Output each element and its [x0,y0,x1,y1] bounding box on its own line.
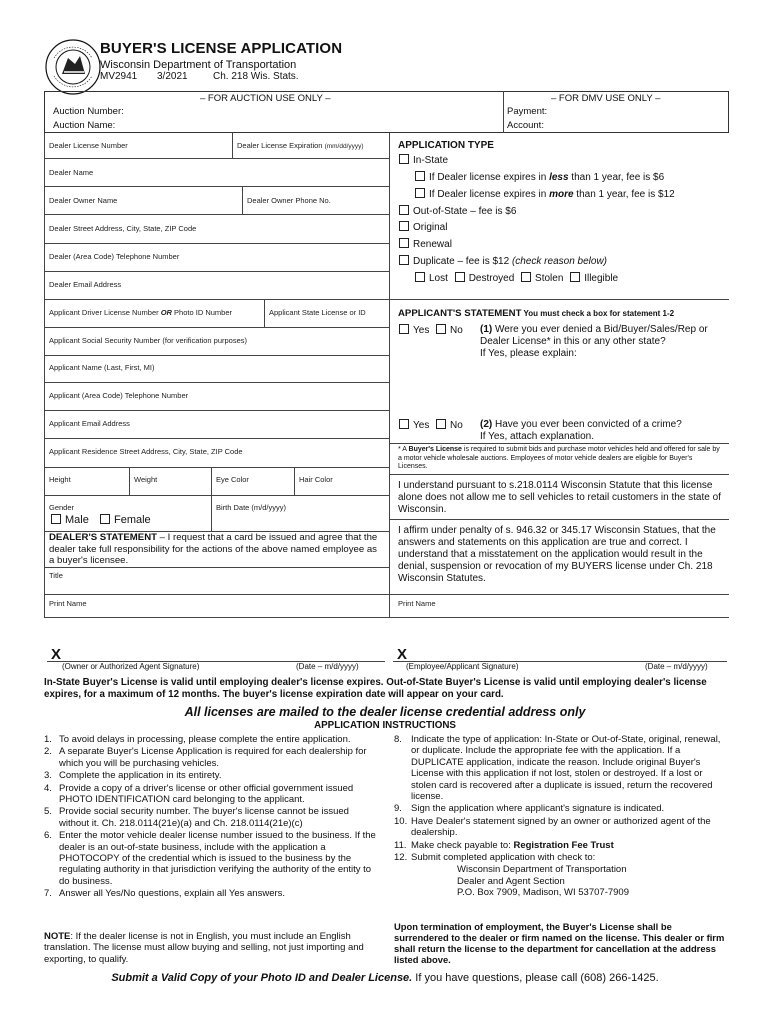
female-label: Female [114,514,151,526]
instruction-text: Answer all Yes/No questions, explain all Yes answers. [59,888,286,900]
grid-line [44,299,389,300]
department-name: Wisconsin Department of Transportation [100,59,297,71]
expires-less-checkbox[interactable] [415,171,425,181]
in-state-label: In-State [413,155,449,166]
applicant-statement-subtitle: You must check a box for statement 1-2 [521,309,675,318]
instruction-text: Provide a copy of a driver's license or other official government issued PHOTO IDENTIFICATION card belonging to the applicant. [59,782,354,806]
q1-yes-option[interactable] [399,324,429,337]
q1-no-checkbox[interactable] [436,324,446,334]
expires-more-em: more [549,189,574,200]
expires-more-post: than 1 year, fee is $12 [573,189,675,200]
account-label[interactable]: Account: [507,120,544,131]
grid-line [44,186,389,187]
q2-yes-label: Yes [413,420,430,431]
grid-line [44,355,389,356]
auction-use-heading: – FOR AUCTION USE ONLY – [200,93,331,104]
instructions-list-left [44,734,379,900]
form-number: MV2941 [100,71,138,82]
grid-line [44,214,389,215]
instruction-text: Make check payable to: [411,839,514,851]
expires-more-checkbox[interactable] [415,188,425,198]
center-divider [389,133,390,617]
question-2 [480,419,725,443]
illegible-option[interactable] [570,273,618,284]
grid-line [232,133,233,158]
footer-text: If you have questions, please call (608) 266-1425. [412,972,659,984]
instruction-text: Have Dealer's statement signed by an owner or authorized agent of the dealership. [411,815,711,839]
instruction-item [394,852,729,863]
dmv-use-heading: – FOR DMV USE ONLY – [551,93,661,104]
instruction-number: 10. [394,815,408,827]
mailing-address [394,864,729,898]
dealer-street-address-field[interactable]: Dealer Street Address, City, State, ZIP Code [49,224,197,233]
lost-label: Lost [429,273,448,284]
q1-yes-checkbox[interactable] [399,324,409,334]
instruction-item [44,830,379,887]
english-note [44,931,379,965]
applicant-dl-number-field[interactable] [49,308,232,317]
applicant-date-label: (Date – m/d/yyyy) [645,662,708,671]
understand-statement: I understand pursuant to s.218.0114 Wisconsin Statute that this license alone does not allow me to sell vehicles to retail customers in the state of Wisconsin. [398,480,721,515]
instruction-text: Indicate the type of application: In-State or Out-of-State, original, renewal, or duplicate. Include the appropriate fee with the application. If a DUPLICATE application, indicate the reason. Include original Buyer's License with this application if not lost, stolen or destroyed. If a lost or stolen card is recovered after a duplicate is issued, return the recovered license. [411,734,721,803]
instructions-left [44,734,379,901]
original-checkbox[interactable] [399,221,409,231]
address-line: P.O. Box 7909, Madison, WI 53707-7909 [457,887,629,899]
dealer-title-field[interactable]: Title [49,571,63,580]
note-label: NOTE [44,931,71,942]
form-revision: 3/2021 [157,71,188,82]
instructions-list-right [394,734,729,863]
dealer-signature-x: X [51,646,62,663]
seal-logo [44,38,102,96]
renewal-option[interactable] [399,238,452,251]
dealer-license-number-field[interactable]: Dealer License Number [49,141,128,150]
grid-line [44,467,389,468]
instruction-text: To avoid delays in processing, please complete the entire application. [59,734,351,745]
applicant-name-field[interactable]: Applicant Name (Last, First, MI) [49,363,155,372]
expires-less-option[interactable] [415,171,664,184]
q1-text: Were you ever denied a Bid/Buyer/Sales/Rep or Dealer License* in this or any other state? [480,324,708,347]
dealer-name-field[interactable]: Dealer Name [49,168,94,177]
termination-note: Upon termination of employment, the Buyer's License shall be surrendered to the dealer or firm named on the license. This dealer or firm shall return the license to the department for cancellation at the address listed above. [394,921,725,965]
q1-no-label: No [450,325,463,336]
grid-line [44,158,389,159]
expiration-hint: (mm/dd/yyyy) [324,143,364,150]
duplicate-checkbox[interactable] [399,255,409,265]
q1-follow: If Yes, please explain: [480,348,577,359]
office-use-divider [503,91,504,133]
grid-line [264,299,265,327]
grid-line [389,474,729,475]
q2-follow: If Yes, attach explanation. [480,431,594,442]
renewal-label: Renewal [413,239,452,250]
eye-color-field[interactable]: Eye Color [216,475,249,484]
grid-line [44,271,389,272]
grid-line [44,594,389,595]
address-line: Dealer and Agent Section [457,875,565,887]
instruction-number: 1. [44,734,52,745]
validity-note: In-State Buyer's License is valid until employing dealer's license expires. Out-of-State Buyer's License is valid until employing dealer's license expires, for a maximum of 12 months. The buyer's license expiration date will appear on your card. [44,677,707,700]
instruction-item [44,783,379,806]
destroyed-option[interactable] [455,273,515,284]
payee-name: Registration Fee Trust [513,839,614,851]
q1-no-option[interactable] [436,324,463,337]
instruction-item [394,816,729,839]
lost-option[interactable] [415,273,448,284]
instruction-item [44,734,379,745]
original-option[interactable] [399,221,447,234]
grid-line [44,243,389,244]
footnote-text: is required to submit bids and purchase motor vehicles held and offered for sale by a motor vehicle wholesale auctions. Employees of motor vehicle dealers are eligible for Buyer's Licenses. [398,446,720,471]
grid-line [44,617,729,618]
dealer-date-label: (Date – m/d/yyyy) [296,662,359,671]
q2-yes-checkbox[interactable] [399,419,409,429]
q1-number: (1) [480,324,493,335]
height-field[interactable]: Height [49,475,71,484]
form-title: BUYER'S LICENSE APPLICATION [100,40,343,57]
footnote-bold: Buyer's License [408,446,462,453]
applicant-signature-x: X [397,646,408,663]
q2-no-option[interactable] [436,419,463,432]
instruction-number: 3. [44,770,52,782]
grid-line [242,186,243,214]
instruction-number: 11. [394,839,407,851]
expiration-label: Dealer License Expiration [237,141,323,150]
applicant-residence-field[interactable]: Applicant Residence Street Address, City, State, ZIP Code [49,447,243,456]
instruction-number: 2. [44,746,52,758]
gender-male-option[interactable] [51,514,89,526]
instruction-number: 8. [394,734,402,745]
applicant-phone-field[interactable]: Applicant (Area Code) Telephone Number [49,391,189,400]
instructions-right [394,734,729,899]
gender-female-option[interactable] [100,514,151,526]
wisdot-seal-icon [44,38,102,96]
stolen-option[interactable] [521,273,563,284]
instruction-item [394,734,729,802]
instruction-text: Submit completed application with check to: [411,852,596,864]
instruction-text: Complete the application in its entirety. [59,770,222,782]
instruction-item [44,746,379,769]
grid-line [389,594,729,595]
in-state-checkbox[interactable] [399,154,409,164]
dealer-statement [49,532,379,567]
dealer-statement-heading: DEALER'S STATEMENT [49,532,157,543]
applicant-print-name-field[interactable]: Print Name [398,599,436,608]
male-checkbox[interactable] [51,514,61,524]
grid-line [129,467,130,495]
dl-or: OR [160,308,172,317]
gender-field: Gender [49,503,75,512]
q2-no-label: No [450,420,463,431]
footer-note [0,972,770,984]
grid-line [44,495,389,496]
instruction-item [44,770,379,781]
instruction-number: 6. [44,830,52,842]
application-type-heading: APPLICATION TYPE [398,140,494,151]
dealer-statement-text: – I request that a card be issued and agree that the dealer take full responsibility for the actions of the above named employee as a buyer's licensee. [49,532,378,566]
renewal-checkbox[interactable] [399,238,409,248]
stolen-label: Stolen [535,273,564,284]
grid-line [44,327,389,328]
expires-more-option[interactable] [415,188,675,201]
instruction-text: Provide social security number. The buyer's license cannot be issued without it. Ch. 218.0114(21e)(a) and Ch. 218.0114(21e)(c) [59,806,349,829]
dealer-print-name-field[interactable]: Print Name [49,599,87,608]
lost-checkbox[interactable] [415,272,425,282]
expires-less-pre: If Dealer license expires in [429,172,550,183]
footer-bold: Submit a Valid Copy of your Photo ID and Dealer License. [111,972,413,984]
statute-reference: Ch. 218 Wis. Stats. [213,71,299,82]
hair-color-field[interactable]: Hair Color [299,475,333,484]
left-grid-edge [44,133,45,617]
duplicate-reasons [415,272,618,285]
instruction-number: 4. [44,782,52,794]
instruction-text: Sign the application where applicant's signature is indicated. [411,803,665,815]
applicant-email-field[interactable]: Applicant Email Address [49,419,130,428]
applicant-statement-heading [398,308,674,319]
grid-line [44,567,389,568]
grid-line [294,467,295,495]
grid-line [211,467,212,531]
grid-line [389,443,729,444]
instructions-heading: APPLICATION INSTRUCTIONS [314,720,456,731]
grid-line [389,519,729,520]
instruction-item [394,840,729,851]
instruction-text: Enter the motor vehicle dealer license number issued to the business. If the dealer is an out-of-state business, include with the application a PHOTOCOPY of the credential which is issued to the business by the regulating authority in that jurisdiction verifying the authority of the entity to do business. [59,830,376,887]
illegible-checkbox[interactable] [570,272,580,282]
male-label: Male [65,514,89,526]
destroyed-label: Destroyed [468,273,515,284]
dealer-email-field[interactable]: Dealer Email Address [49,280,122,289]
original-label: Original [413,222,448,233]
grid-line [44,382,389,383]
expires-less-em: less [549,172,569,183]
duplicate-label: Duplicate – fee is $12 [413,256,512,267]
expires-more-pre: If Dealer license expires in [429,189,550,200]
dealer-owner-name-field[interactable]: Dealer Owner Name [49,196,118,205]
dl-label-post: Photo ID Number [171,308,232,317]
instruction-number: 9. [394,803,402,815]
question-1 [480,324,725,360]
duplicate-option[interactable] [399,255,607,268]
dealer-signature-label: (Owner or Authorized Agent Signature) [62,662,200,671]
instruction-number: 7. [44,888,52,900]
female-checkbox[interactable] [100,514,110,524]
q2-yes-option[interactable] [399,419,429,432]
instruction-item [44,888,379,899]
grid-line [389,299,729,300]
destroyed-checkbox[interactable] [455,272,465,282]
grid-line [44,410,389,411]
applicant-signature-label: (Employee/Applicant Signature) [406,662,519,671]
footnote-pre: * A [398,446,409,453]
dealer-license-expiration-field[interactable] [237,141,364,150]
address-line: Wisconsin Department of Transportation [457,864,627,876]
q2-text: Have you ever been convicted of a crime? [492,419,682,430]
out-of-state-checkbox[interactable] [399,205,409,215]
applicant-ssn-field[interactable]: Applicant Social Security Number (for verification purposes) [49,336,247,345]
expires-less-post: than 1 year, fee is $6 [568,172,665,183]
q2-no-checkbox[interactable] [436,419,446,429]
payment-label[interactable]: Payment: [507,106,548,117]
out-of-state-label: Out-of-State – fee is $6 [413,206,517,217]
stolen-checkbox[interactable] [521,272,531,282]
duplicate-hint: (check reason below) [511,256,607,267]
illegible-label: Illegible [584,273,619,284]
applicant-statement-title: APPLICANT'S STATEMENT [398,308,522,319]
instruction-number: 12. [394,852,408,864]
applicant-state-license-field[interactable]: Applicant State License or ID [269,308,366,317]
mailing-note: All licenses are mailed to the dealer license credential address only [184,705,586,719]
instruction-item [394,803,729,814]
in-state-option[interactable] [399,154,448,167]
instruction-item [44,806,379,829]
grid-line [44,438,389,439]
dl-label: Applicant Driver License Number [49,308,161,317]
instruction-number: 5. [44,806,52,818]
buyer-license-footnote [398,446,723,472]
instruction-text: A separate Buyer's License Application is required for each dealership for which you will be purchasing vehicles. [59,746,367,769]
weight-field[interactable]: Weight [134,475,158,484]
note-text: : If the dealer license is not in English, you must include an English translation. The license must allow buying and selling, not just importing and exporting, to qualify. [44,931,364,965]
affirm-statement: I affirm under penalty of s. 946.32 or 345.17 Wisconsin Statues, that the answers and statements on this application are true and correct. I understand that a misstatement on the application would result in the denial, suspension or revocation of my BUYERS license under Ch. 218 Wisconsin Statutes. [398,525,716,584]
auction-name-label[interactable]: Auction Name: [53,120,116,131]
birth-date-field[interactable]: Birth Date (m/d/yyyy) [216,503,287,512]
q1-yes-label: Yes [413,325,430,336]
dealer-owner-phone-field[interactable]: Dealer Owner Phone No. [247,196,331,205]
out-of-state-option[interactable] [399,205,516,218]
q2-number: (2) [480,419,493,430]
auction-number-label[interactable]: Auction Number: [53,106,124,117]
dealer-phone-field[interactable]: Dealer (Area Code) Telephone Number [49,252,180,261]
